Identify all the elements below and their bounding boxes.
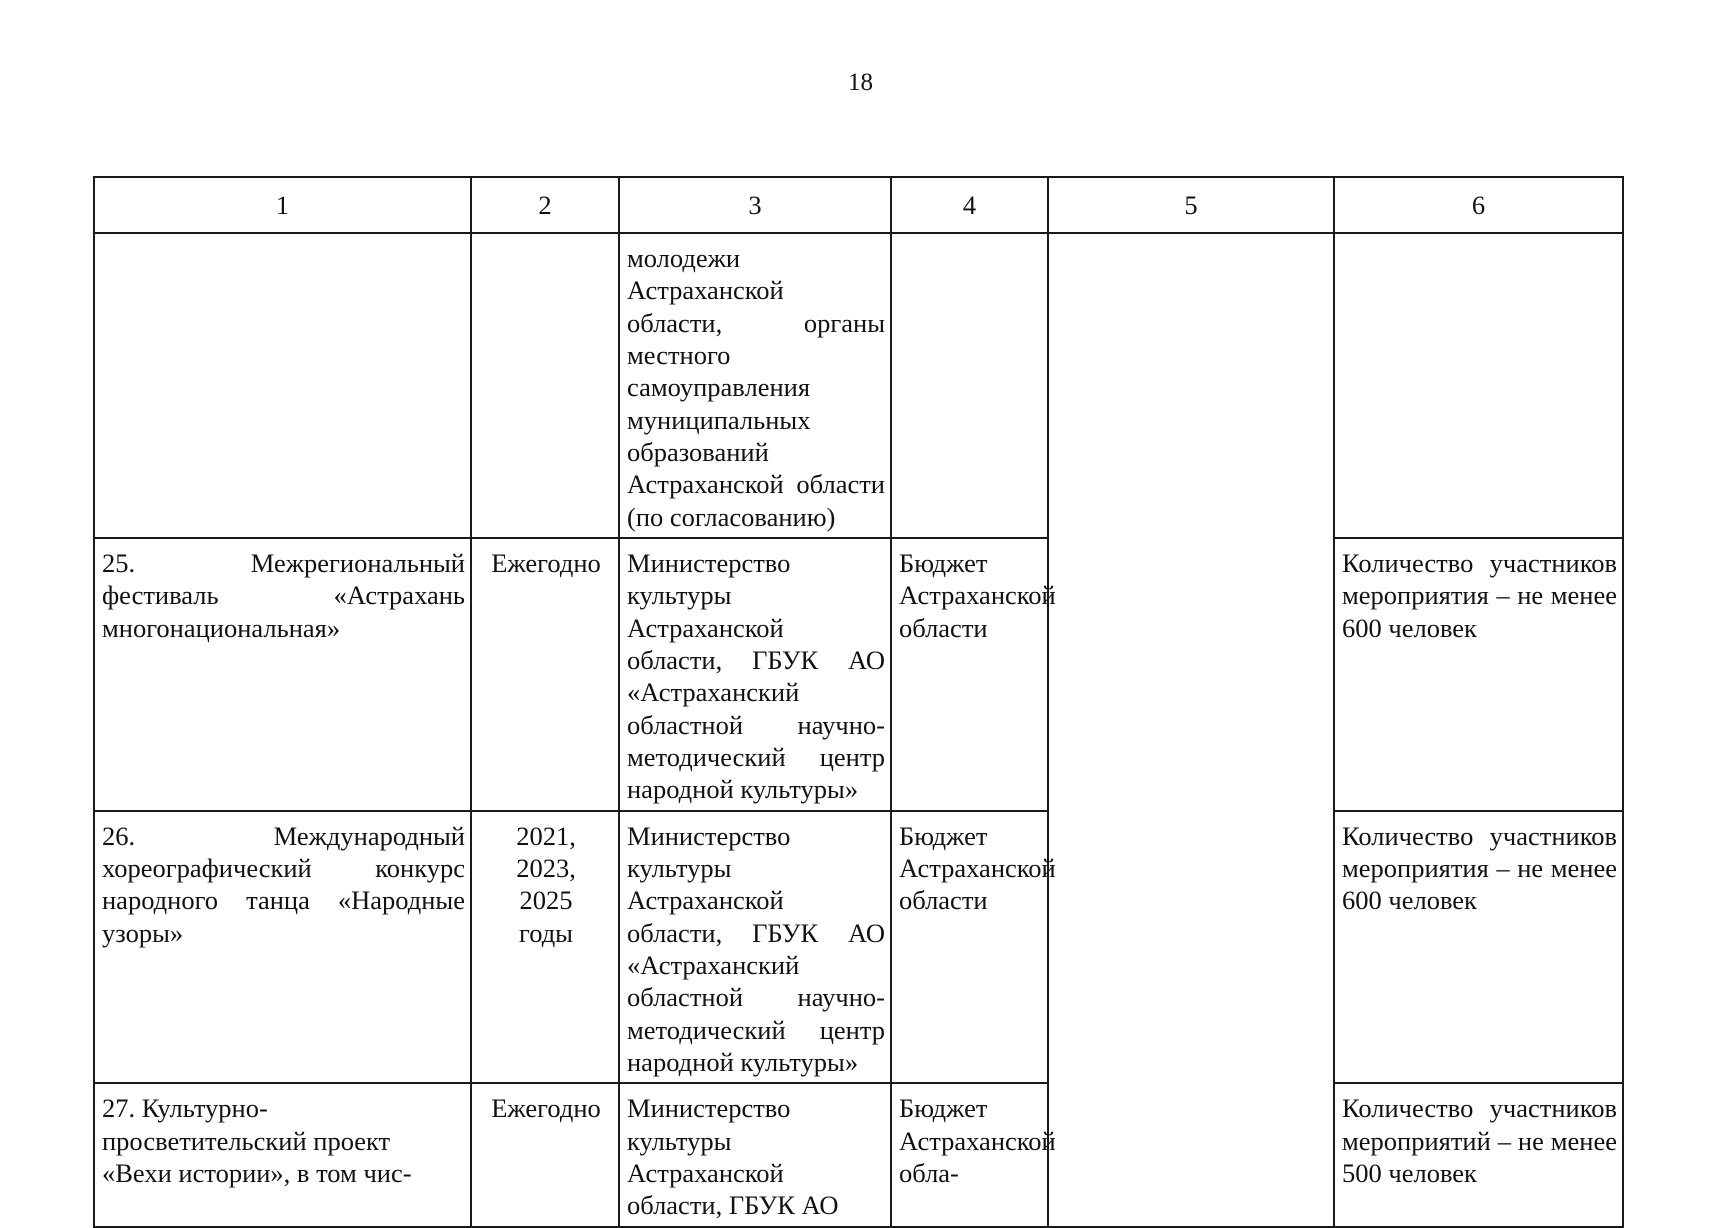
cell-executor: Министерство культуры Астраханской области, ГБУК АО «Астраханский областной научно-методический центр народной культуры» [619,538,891,811]
table-row [94,538,1623,811]
header-col-3: 3 [619,177,891,233]
page-number: 18 [848,69,873,96]
cell-period: 2021, 2023, 2025 годы [471,811,619,1084]
header-col-4: 4 [891,177,1048,233]
cell-event: 26. Международный хореографический конкурс народного танца «Народные узоры» [94,811,471,1084]
cell-result: Количество участников мероприятия – не менее 600 человек [1334,811,1623,1084]
cell-source: Бюджет Астраханской области [891,811,1048,1084]
cell-executor: молодежи Астраханской области, органы местного самоуправления муниципальных образований Астраханской области (по согласованию) [619,233,891,538]
table-row [94,811,1623,1084]
cell-source: Бюджет Астраханской области [891,538,1048,811]
table-row [94,1083,1623,1226]
cell-period: Ежегодно [471,538,619,811]
cell-event [94,233,471,538]
cell-event: 27. Культурно-просветительский проект «Вехи истории», в том чис- [94,1083,471,1226]
header-col-2: 2 [471,177,619,233]
cell-period [471,233,619,538]
table-row-continuation [94,233,1623,538]
cell-result: Количество участников мероприятия – не менее 600 человек [1334,538,1623,811]
cell-col5-merged [1048,233,1334,1227]
cell-result [1334,233,1623,538]
cell-executor: Министерство культуры Астраханской области, ГБУК АО «Астраханский областной научно-методический центр народной культуры» [619,811,891,1084]
cell-source [891,233,1048,538]
header-col-5: 5 [1048,177,1334,233]
cell-source: Бюджет Астраханской обла- [891,1083,1048,1226]
header-row [94,177,1623,233]
cell-executor: Министерство культуры Астраханской области, ГБУК АО [619,1083,891,1226]
header-col-6: 6 [1334,177,1623,233]
cell-result: Количество участников мероприятий – не менее 500 человек [1334,1083,1623,1226]
plan-table [93,176,1624,1228]
cell-period: Ежегодно [471,1083,619,1226]
cell-event: 25. Межрегиональный фестиваль «Астрахань многонациональная» [94,538,471,811]
header-col-1: 1 [94,177,471,233]
